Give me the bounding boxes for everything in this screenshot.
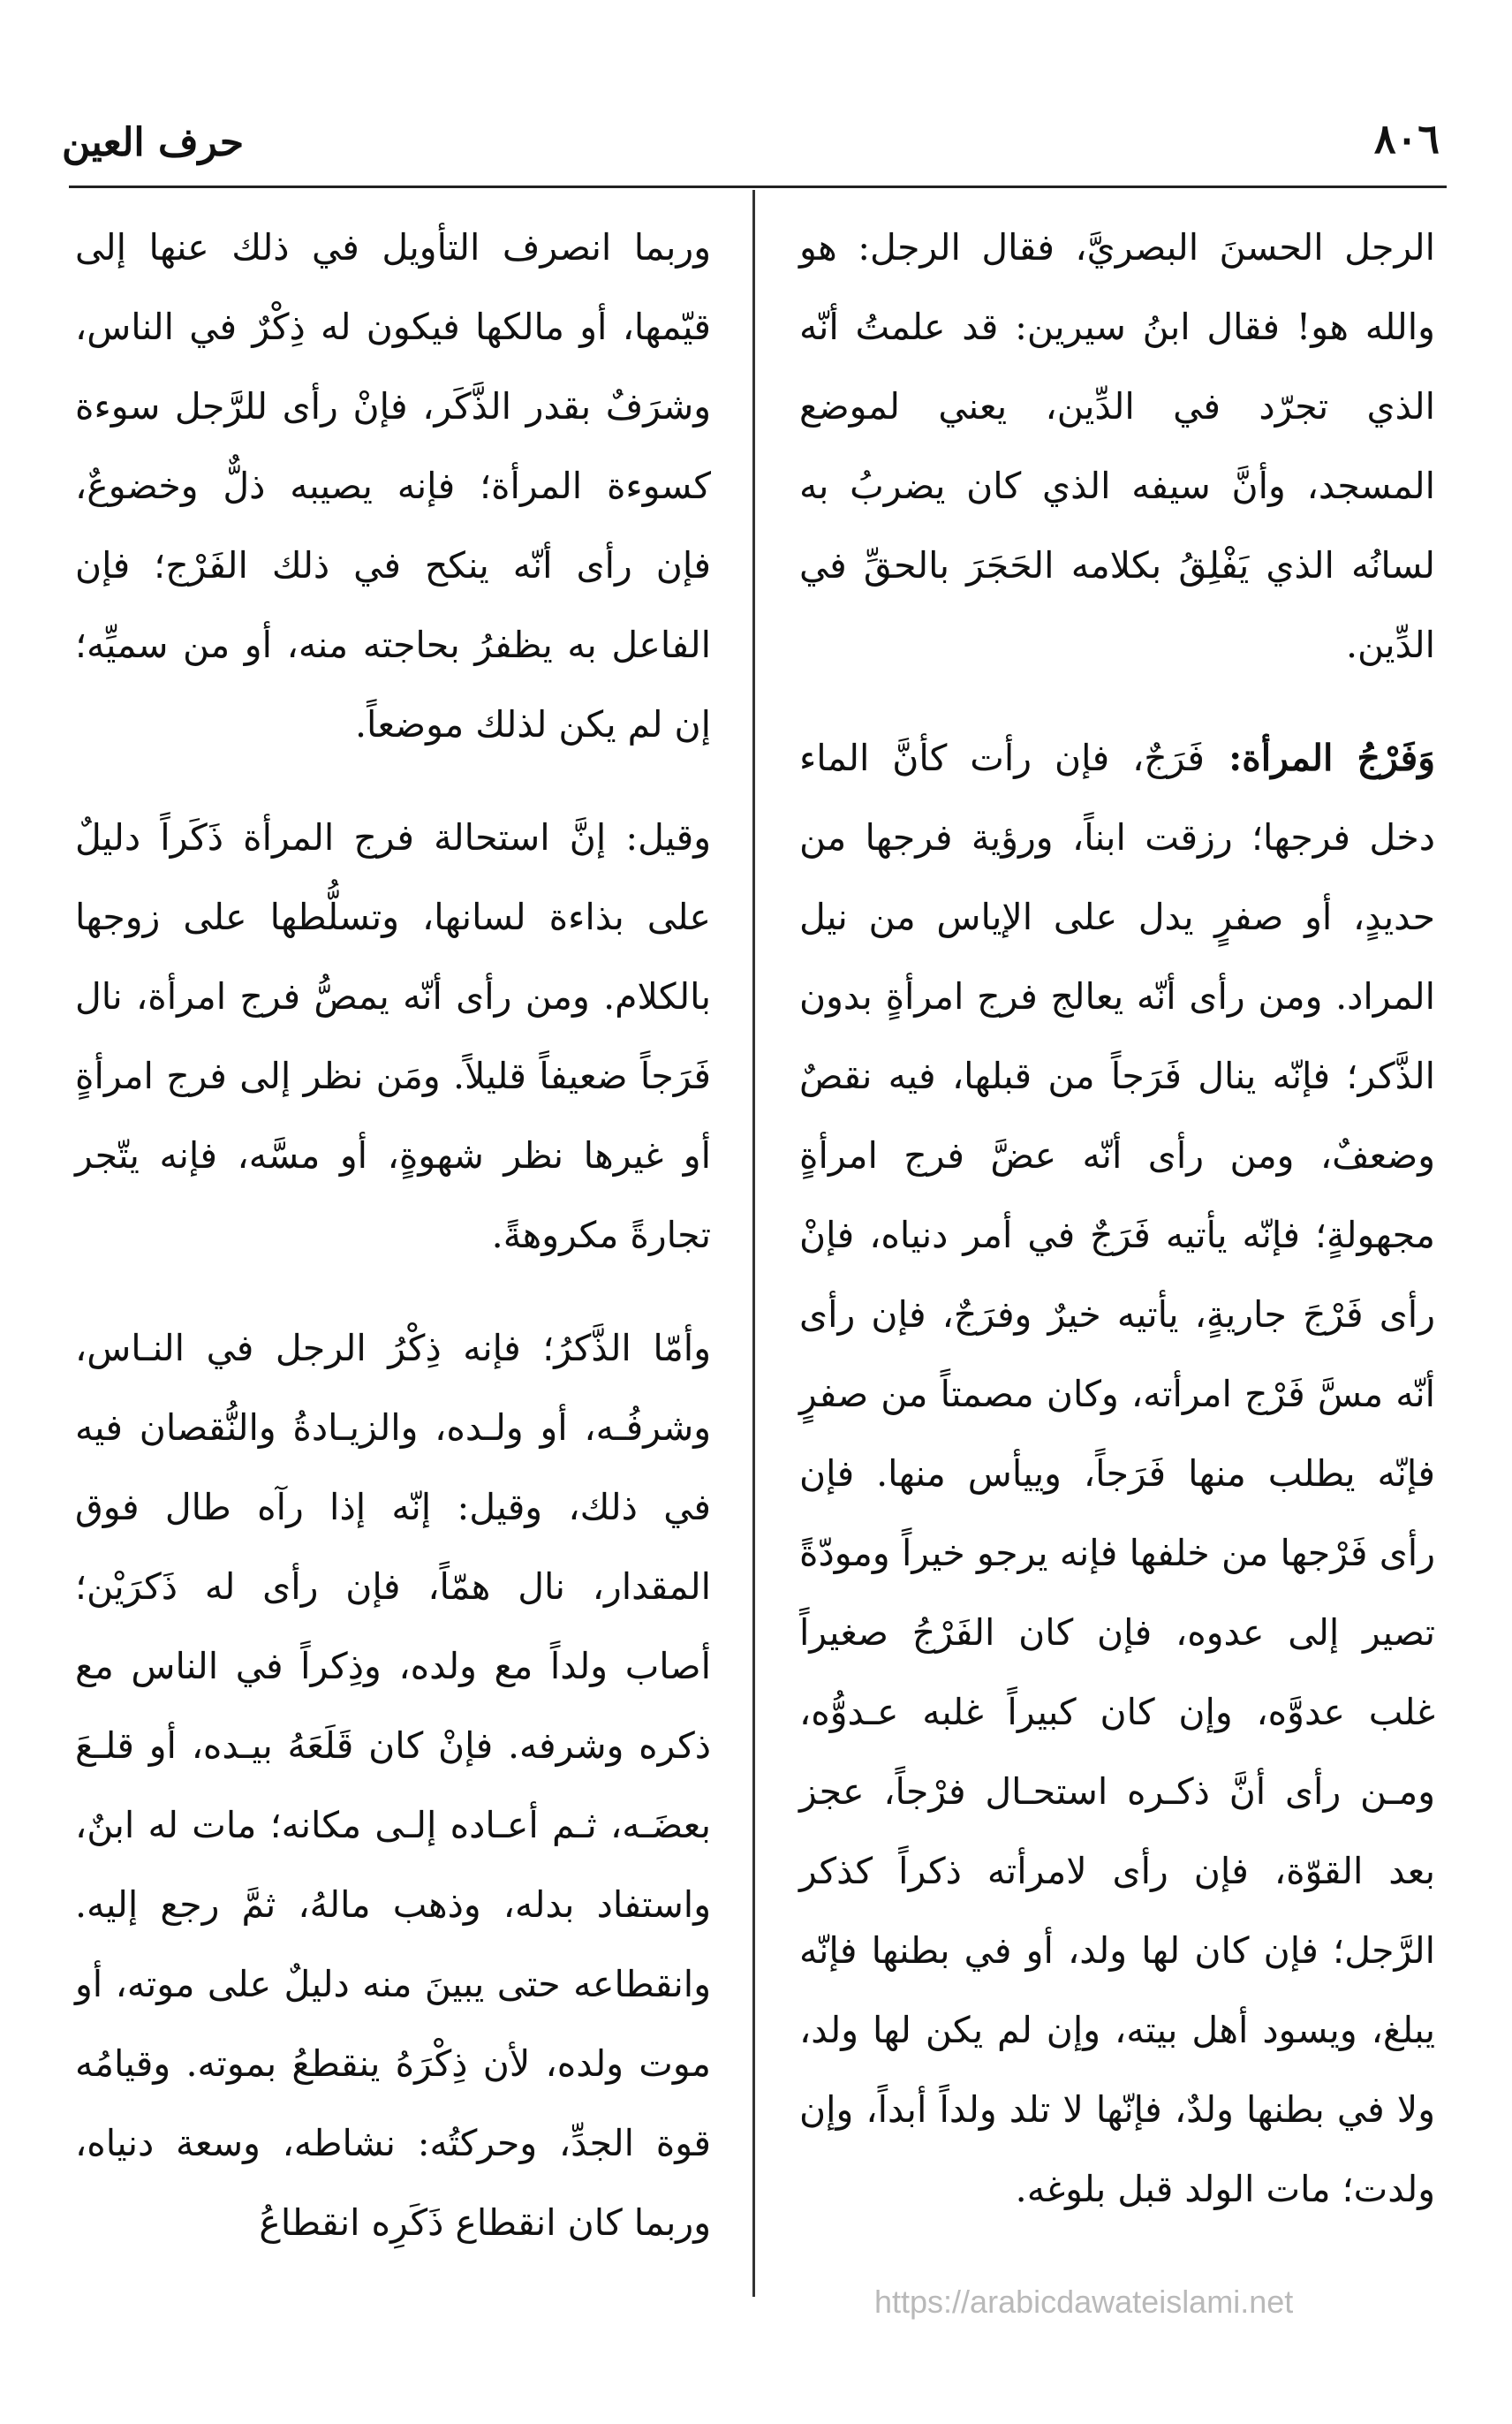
paragraph: وقيل: إنَّ استحالة فرج المرأة ذَكَراً دليلٌ على بذاءة لسانها، وتسلُّطها على زوجها بالكلام. ومن رأى أنّه يمصُّ فرج امرأة، نال فَرَجاً ضعيفاً قليلاً. ومَن نظر إلى فرج امرأةٍ أو غيرها نظر شهوةٍ، أو مسَّه، فإنه يتّجر تجارةً مكروهةً.: [75, 816, 711, 1256]
column-divider: [752, 190, 755, 2297]
paragraph: وأمّا الذَّكرُ؛ فإنه ذِكْرُ الرجل في النـاس، وشرفُـه، أو ولـده، والزيـادةُ والنُّقصان فيه في ذلك، وقيل: إنّه إذا رآه طال فوق المقدار، نال همّاً، فإن رأى له ذَكرَيْن؛ أصاب ولداً مع ولده، وذِكراً في الناس مع ذكره وشرفه. فإنْ كان قَلَعَهُ بيـده، أو قلـعَ بعضَـه، ثـم أعـاده إلـى مكانه؛ مات له ابنٌ، واستفاد بدله، وذهب مالهُ، ثمَّ رجع إليه. وانقطاعه حتى يبينَ منه دليلٌ على موته، أو موت ولده، لأن ذِكْرَهُ ينقطعُ بموته. وقيامُه قوة الجدِّ، وحركتُه: نشاطه، وسعة دنياه، وربما كان انقطاع ذَكَرِه انقطاعُ: [75, 1327, 711, 2244]
page-header: [62, 115, 1440, 186]
right-column: [799, 208, 1435, 2262]
entry-heading: وَفَرْجُ المرأة:: [1205, 737, 1435, 779]
running-head: حرف العين: [62, 120, 245, 165]
paragraph: الرجل الحسنَ البصريَّ، فقال الرجل: هو والله هو! فقال ابنُ سيرين: قد علمتُ أنّه الذي تجرّد في الدِّين، يعني لموضع المسجد، وأنَّ سيفه الذي كان يضربُ به لسانُه الذي يَفْلِقُ بكلامه الحَجَرَ بالحقِّ في الدِّين.: [799, 226, 1435, 666]
left-column: [75, 208, 711, 2296]
page-number: ٨٠٦: [1373, 115, 1440, 163]
entry-text: الماء دخل فرجها؛ رزقت ابناً، ورؤية فرجها من حديدٍ، أو صفرٍ يدل على الإياس من نيل المراد. ومن رأى أنّه يعالج فرج امرأةٍ بدون الذَّكر؛ فإنّه ينال فَرَجاً من قبلها، فيه نقصٌ وضعفٌ، ومن رأى أنّه عضَّ فرج امرأةٍ مجهولةٍ؛ فإنّه يأتيه فَرَجٌ في أمر دنياه، فإنْ رأى فَرْجَ جاريةٍ، يأتيه خيرٌ وفرَجٌ، فإن رأى أنّه مسَّ فَرْج امرأته، وكان مصمتاً من صفرٍ فإنّه يطلب منها فَرَجاً، وييأس منها. فإن رأى فَرْجها من خلفها فإنه يرجو خيراً ومودّةً تصير إلى عدوه، فإن كان الفَرْجُ صغيراً غلب عدوَّه، وإن كان كبيراً غلبه عـدوُّه، ومـن رأى أنَّ ذكـره استحـال فرْجاً، عجز بعد القوّة، فإن رأى لامرأته ذكراً كذكر الرَّجل؛ فإن كان لها ولد، أو في بطنها فإنّه يبلغ، ويسود أهل بيته، وإن لم يكن لها ولد، ولا في بطنها ولدٌ، فإنّها لا تلد ولداً أبداً، وإن ولدت؛ مات الولد قبل بلوغه.: [799, 737, 1435, 2210]
watermark-url: https://arabicdawateislami.net: [874, 2284, 1294, 2320]
entry-heading-continuation: فَرَجٌ، فإن رأت كأنَّ: [869, 737, 1205, 779]
paragraph: [799, 718, 1435, 2229]
header-rule: [69, 186, 1447, 188]
paragraph: وربما انصرف التأويل في ذلك عنها إلى قيّمها، أو مالكها فيكون له ذِكْرٌ في الناس، وشرَفٌ بقدر الذَّكَر، فإنْ رأى للرَّجل سوءة كسوءة المرأة؛ فإنه يصيبه ذلٌّ وخضوعٌ، فإن رأى أنّه ينكح في ذلك الفَرْج؛ فإن الفاعل به يظفرُ بحاجته منه، أو من سميِّه؛ إن لم يكن لذلك موضعاً.: [75, 226, 711, 746]
